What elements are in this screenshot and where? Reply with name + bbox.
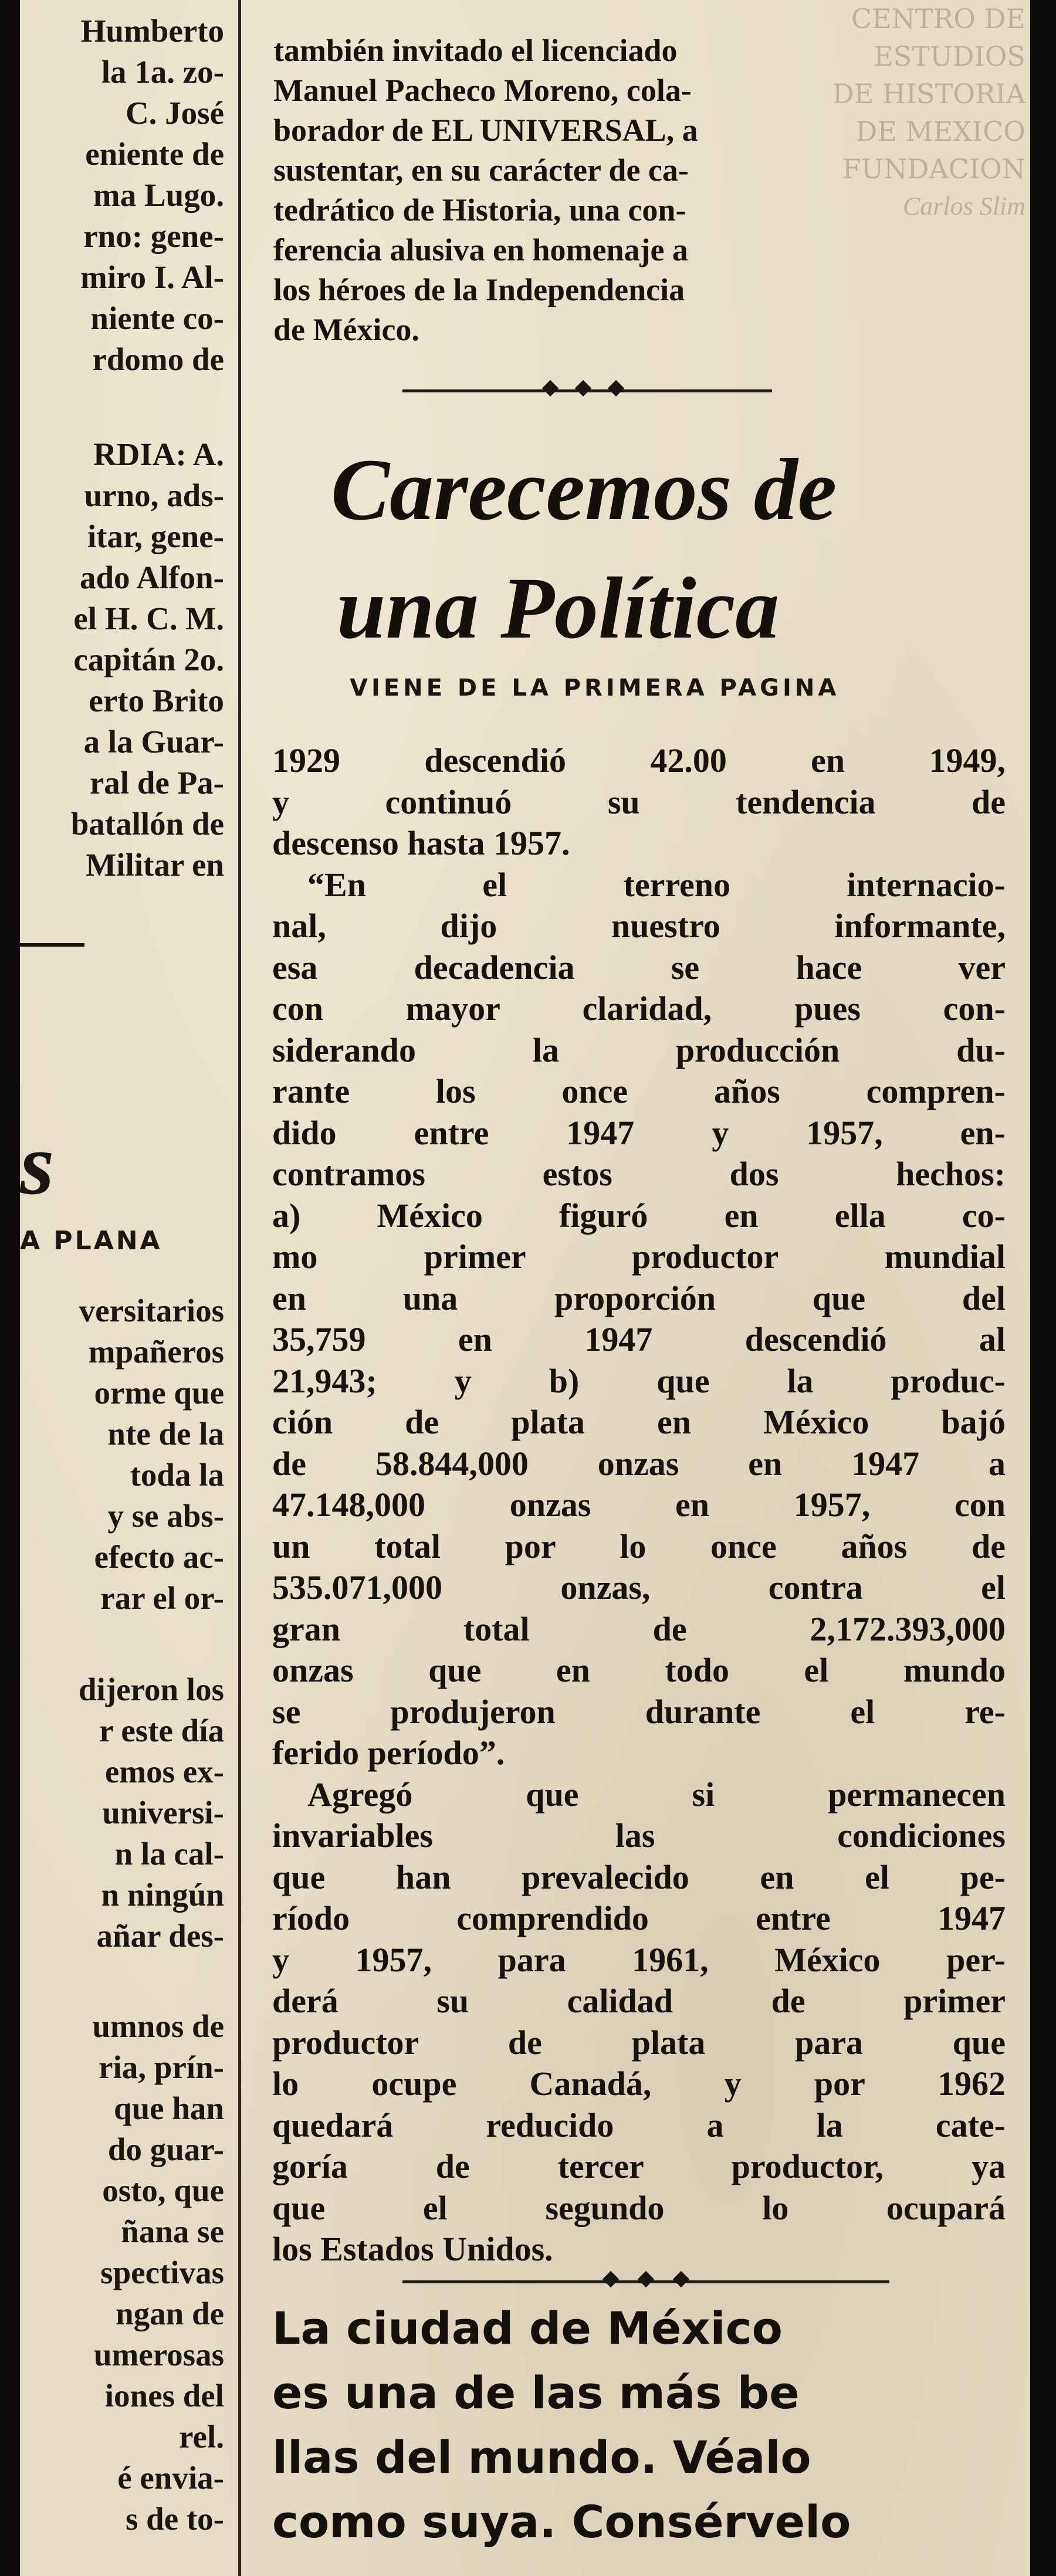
body-line: que han prevalecido en el pe- bbox=[272, 1858, 1006, 1896]
body-line: y 1957, para 1961, México per- bbox=[272, 1940, 1006, 1979]
body-line: se produjeron durante el re- bbox=[272, 1692, 1006, 1731]
body-line: ríodo comprendido entre 1947 bbox=[272, 1899, 1006, 1937]
body-line: nal, dijo nuestro informante, bbox=[272, 907, 1006, 945]
left-line: itar, gene- bbox=[87, 518, 224, 554]
body-line: a) México figuró en ella co- bbox=[272, 1196, 1006, 1235]
body-line: en una proporción que del bbox=[272, 1279, 1006, 1317]
body-line: 535.071,000 onzas, contra el bbox=[272, 1568, 1006, 1606]
left-line: ma Lugo. bbox=[93, 177, 224, 213]
left-line: osto, que bbox=[102, 2172, 224, 2208]
left-line: toda la bbox=[130, 1457, 224, 1493]
left-group-1 bbox=[20, 11, 224, 380]
body-line: 21,943; y b) que la produc- bbox=[272, 1361, 1006, 1400]
headline-line-1: Carecemos de bbox=[331, 441, 837, 538]
ornamental-divider bbox=[402, 389, 772, 392]
promo-line: La ciudad de México bbox=[272, 2302, 783, 2354]
left-line: batallón de bbox=[70, 806, 224, 842]
left-line: n ningún bbox=[101, 1877, 224, 1913]
left-line: ñana se bbox=[121, 2214, 224, 2249]
left-line: a la Guar- bbox=[83, 724, 224, 760]
column-rule bbox=[238, 0, 241, 2576]
text-line: borador de EL UNIVERSAL, a bbox=[273, 113, 698, 148]
divider-diamond bbox=[638, 2271, 654, 2287]
left-column bbox=[20, 0, 231, 2576]
left-group-3 bbox=[20, 1290, 224, 1619]
body-line: 35,759 en 1947 descendió al bbox=[272, 1320, 1006, 1358]
body-line: 1929 descendió 42.00 en 1949, bbox=[272, 741, 1006, 779]
divider-diamond bbox=[575, 380, 591, 396]
left-line: añar des- bbox=[96, 1918, 224, 1954]
body-line: descenso hasta 1957. bbox=[272, 824, 570, 862]
body-line: siderando la producción du- bbox=[272, 1031, 1006, 1069]
left-kicker-fragment: A PLANA bbox=[20, 1226, 163, 1256]
left-line: mpañeros bbox=[88, 1334, 224, 1370]
body-line: ferido período”. bbox=[272, 1734, 505, 1772]
watermark-line: FUNDACION bbox=[842, 153, 1025, 185]
ornamental-divider bbox=[402, 2280, 889, 2283]
body-line: derá su calidad de primer bbox=[272, 1982, 1006, 2020]
left-line: que han bbox=[113, 2090, 224, 2126]
left-line: é envia- bbox=[117, 2460, 224, 2496]
left-line: la 1a. zo- bbox=[101, 54, 224, 90]
left-line: capitán 2o. bbox=[73, 642, 224, 677]
body-line: “En el terreno internacio- bbox=[307, 865, 1006, 904]
left-line: eniente de bbox=[85, 136, 224, 172]
text-line: Manuel Pacheco Moreno, cola- bbox=[273, 73, 692, 108]
body-line: dido entre 1947 y 1957, en- bbox=[272, 1113, 1006, 1152]
body-line: quedará reducido a la cate- bbox=[272, 2106, 1006, 2144]
body-line: mo primer productor mundial bbox=[272, 1238, 1006, 1276]
left-line: rno: gene- bbox=[83, 218, 224, 254]
article-body bbox=[272, 740, 1006, 2270]
body-line: un total por lo once años de bbox=[272, 1527, 1006, 1565]
body-line: productor de plata para que bbox=[272, 2023, 1006, 2062]
left-divider bbox=[20, 943, 84, 947]
left-line: r este día bbox=[99, 1713, 224, 1748]
archive-watermark bbox=[785, 0, 1030, 246]
left-line: urno, ads- bbox=[84, 477, 224, 513]
body-line: invariables las condiciones bbox=[272, 1816, 1006, 1855]
left-line: niente co- bbox=[90, 300, 224, 336]
body-line: Agregó que si permanecen bbox=[307, 1775, 1006, 1814]
main-column bbox=[249, 0, 1030, 2576]
text-line: ferencia alusiva en homenaje a bbox=[273, 232, 688, 267]
watermark-signature: Carlos Slim bbox=[902, 192, 1025, 221]
left-line: n la cal- bbox=[114, 1836, 224, 1872]
watermark-line: DE HISTORIA bbox=[832, 78, 1025, 110]
body-line: los Estados Unidos. bbox=[272, 2230, 553, 2268]
promo-line: como suya. Consérvelo bbox=[272, 2496, 851, 2548]
divider-diamond bbox=[608, 380, 624, 396]
body-line: lo ocupe Canadá, y por 1962 bbox=[272, 2065, 1006, 2103]
text-line: de México. bbox=[273, 312, 419, 347]
promo-line: llas del mundo. Véalo bbox=[272, 2431, 811, 2483]
promo-text bbox=[272, 2296, 1030, 2554]
left-line: rel. bbox=[179, 2419, 224, 2455]
left-line: miro I. Al- bbox=[80, 259, 224, 295]
body-line: y continuó su tendencia de bbox=[272, 782, 1006, 821]
body-line: con mayor claridad, pues con- bbox=[272, 989, 1006, 1028]
left-line: universi- bbox=[102, 1795, 224, 1831]
body-line: rante los once años compren- bbox=[272, 1072, 1006, 1110]
left-line: emos ex- bbox=[104, 1754, 224, 1789]
left-line: erto Brito bbox=[89, 683, 224, 718]
left-line: nte de la bbox=[107, 1416, 224, 1452]
left-line: do guar- bbox=[107, 2131, 224, 2167]
left-line: iones del bbox=[104, 2378, 224, 2414]
left-line: ado Alfon- bbox=[79, 560, 224, 595]
left-line: dijeron los bbox=[78, 1672, 224, 1707]
body-line: ción de plata en México bajó bbox=[272, 1403, 1006, 1441]
left-line: ria, prín- bbox=[99, 2049, 224, 2085]
divider-diamond bbox=[542, 380, 559, 396]
left-line: ngan de bbox=[116, 2296, 224, 2331]
body-line: de 58.844,000 onzas en 1947 a bbox=[272, 1444, 1006, 1483]
left-line: C. José bbox=[125, 95, 224, 131]
left-group-2 bbox=[20, 434, 224, 886]
divider-diamond bbox=[673, 2271, 689, 2287]
left-line: rar el or- bbox=[100, 1580, 224, 1616]
text-line: sustentar, en su carácter de ca- bbox=[273, 152, 689, 188]
left-line: ral de Pa- bbox=[89, 765, 224, 801]
left-line: rdomo de bbox=[92, 341, 224, 377]
left-line: efecto ac- bbox=[94, 1539, 224, 1575]
body-line: que el segundo lo ocupará bbox=[272, 2188, 1006, 2227]
left-line: s de to- bbox=[125, 2501, 224, 2537]
headline-line-2: una Política bbox=[337, 560, 780, 657]
body-line: 47.148,000 onzas en 1957, con bbox=[272, 1486, 1006, 1524]
promo-line: es una de las más be bbox=[272, 2367, 800, 2419]
body-line: contramos estos dos hechos: bbox=[272, 1155, 1006, 1193]
left-line: versitarios bbox=[79, 1293, 224, 1328]
left-line: umnos de bbox=[92, 2008, 224, 2044]
left-line: el H. C. M. bbox=[73, 601, 224, 636]
body-line: goría de tercer productor, ya bbox=[272, 2147, 1006, 2185]
newspaper-clipping bbox=[20, 0, 1030, 2576]
body-line: onzas que en todo el mundo bbox=[272, 1651, 1006, 1689]
watermark-line: CENTRO DE bbox=[851, 3, 1025, 35]
left-line: orme que bbox=[94, 1375, 224, 1411]
text-line: también invitado el licenciado bbox=[273, 33, 678, 68]
body-line: esa decadencia se hace ver bbox=[272, 948, 1006, 987]
text-line: tedrático de Historia, una con- bbox=[273, 192, 686, 228]
left-group-4 bbox=[20, 1669, 224, 1957]
left-line: y se abs- bbox=[107, 1498, 224, 1534]
watermark-line: DE MEXICO bbox=[855, 116, 1025, 147]
left-line: Militar en bbox=[86, 847, 224, 883]
divider-diamond bbox=[603, 2271, 619, 2287]
left-line: spectivas bbox=[100, 2255, 224, 2290]
watermark-line: ESTUDIOS bbox=[874, 40, 1025, 72]
kicker: VIENE DE LA PRIMERA PAGINA bbox=[350, 674, 840, 701]
text-line: los héroes de la Independencia bbox=[273, 272, 685, 307]
left-line: umerosas bbox=[93, 2337, 224, 2372]
left-group-5 bbox=[20, 2006, 224, 2540]
left-line: Humberto bbox=[80, 13, 224, 49]
left-headline-fragment: s bbox=[20, 1116, 55, 1213]
left-line: RDIA: A. bbox=[93, 436, 224, 472]
body-line: gran total de 2,172.393,000 bbox=[272, 1609, 1006, 1648]
